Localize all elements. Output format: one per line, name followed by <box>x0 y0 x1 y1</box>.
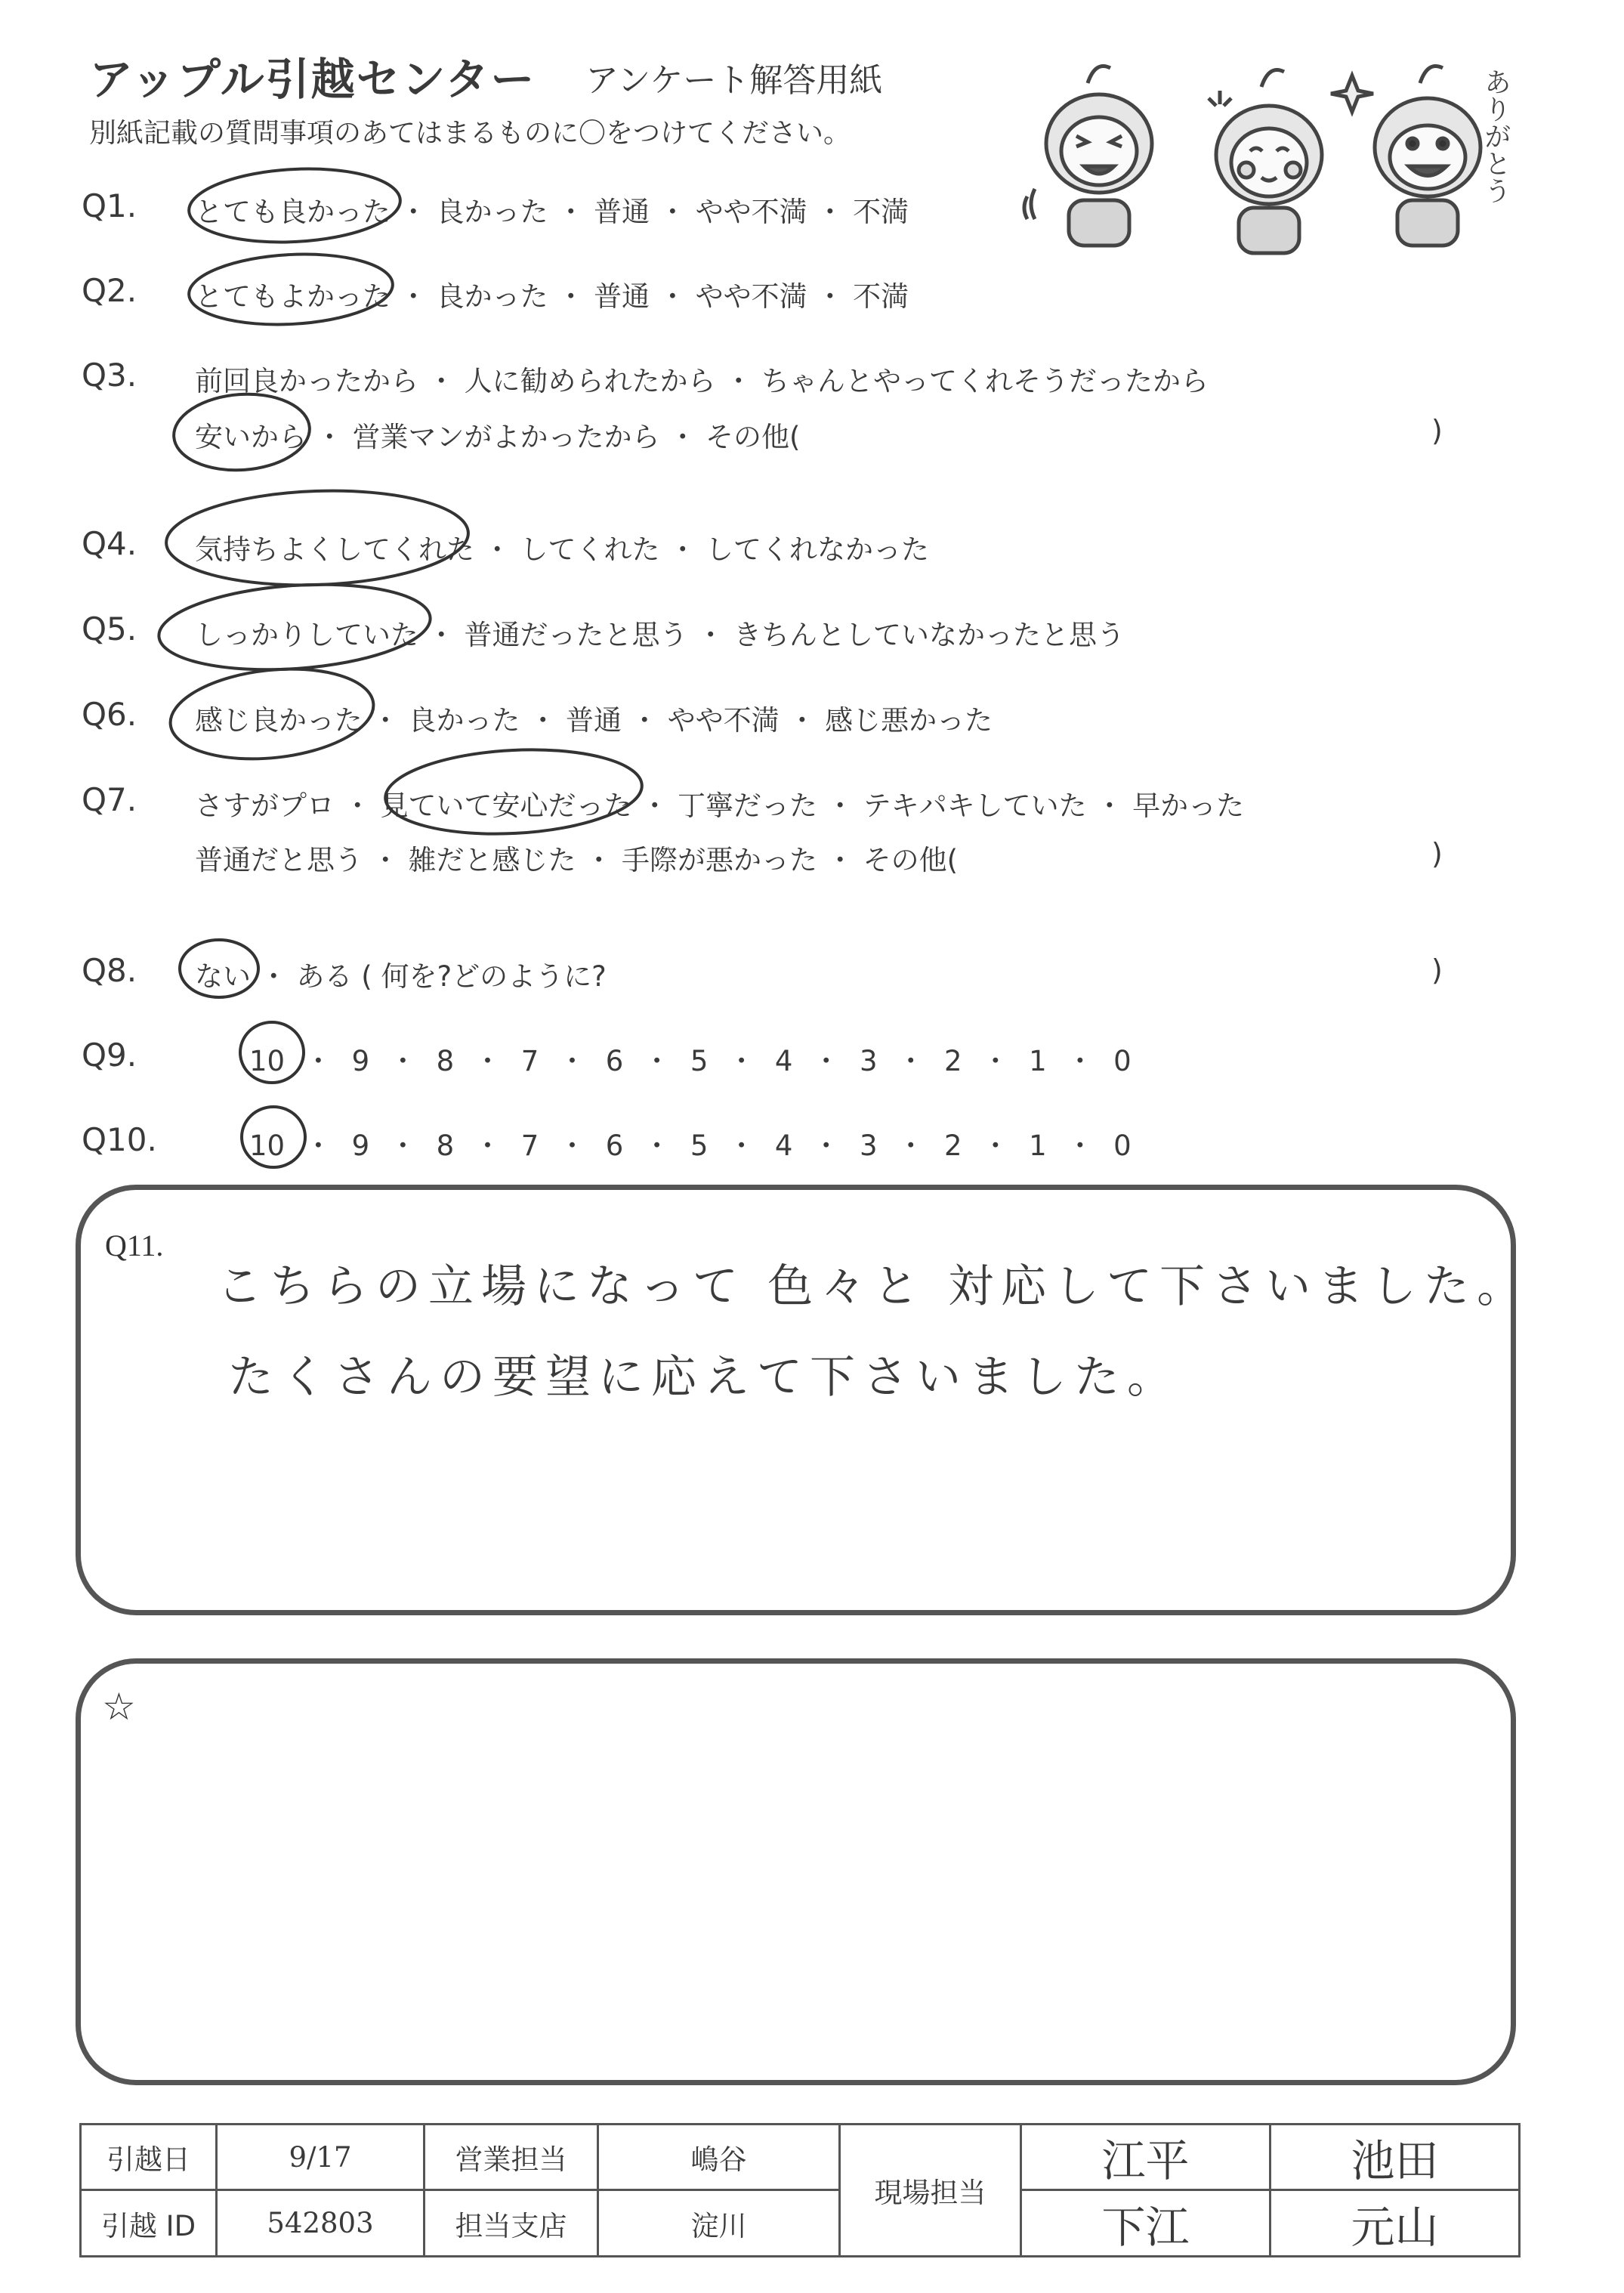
q1-option[interactable]: とても良かった <box>195 196 391 228</box>
site-staff-name: 元山 <box>1270 2190 1520 2257</box>
mascot-thanks-text: ありがとう <box>1480 68 1511 204</box>
q3-options-line1[interactable]: 前回良かったから ・ 人に勧められたから ・ ちゃんとやってくれそうだったから <box>195 365 1209 397</box>
question-label-q3: Q3. <box>82 357 137 394</box>
monkey-laughing-icon <box>1024 66 1152 246</box>
q3-close-paren: ) <box>1431 414 1443 447</box>
q2-option[interactable]: 良かった <box>436 280 548 313</box>
q2-option[interactable]: 普通 <box>594 280 650 313</box>
star-label: ☆ <box>102 1686 136 1728</box>
site-staff-name: 下江 <box>1021 2190 1270 2257</box>
q5-options[interactable]: しっかりしていた ・ 普通だったと思う ・ きちんとしていなかったと思う <box>195 619 1125 651</box>
move-date-value: 9/17 <box>217 2125 425 2190</box>
q2-option[interactable]: やや不満 <box>695 280 807 313</box>
q8-options[interactable]: ない ・ ある ( 何を?どのように? <box>195 960 607 993</box>
q6-options[interactable]: 感じ良かった ・ 良かった ・ 普通 ・ やや不満 ・ 感じ悪かった <box>195 704 993 737</box>
q1-options: とても良かった ・ 良かった ・ 普通 ・ やや不満 ・ 不満 <box>195 196 909 228</box>
q9-scale-options[interactable]: 10 ・ 9 ・ 8 ・ 7 ・ 6 ・ 5 ・ 4 ・ 3 ・ 2 ・ 1 ・ 0 <box>249 1045 1132 1077</box>
q2-options: とてもよかった ・ 良かった ・ 普通 ・ やや不満 ・ 不満 <box>195 280 909 313</box>
question-label-q5: Q5. <box>82 610 137 647</box>
move-id-value: 542803 <box>217 2190 425 2257</box>
q4-options[interactable]: 気持ちよくしてくれた ・ してくれた ・ してくれなかった <box>195 533 930 566</box>
q1-option[interactable]: やや不満 <box>695 196 807 228</box>
q7-close-paren: ) <box>1431 837 1443 870</box>
sales-rep-label: 営業担当 <box>425 2125 598 2190</box>
question-label-q10: Q10. <box>82 1121 157 1158</box>
question-label-q8: Q8. <box>82 952 137 989</box>
site-staff-name: 江平 <box>1021 2125 1270 2190</box>
question-label-q4: Q4. <box>82 525 137 562</box>
move-date-label: 引越日 <box>81 2125 217 2190</box>
question-label-q6: Q6. <box>82 696 137 733</box>
monkey-shy-icon <box>1209 70 1322 254</box>
monkey-mascots-illustration <box>997 45 1526 257</box>
form-subtitle: アンケート解答用紙 <box>585 61 883 100</box>
q10-scale-options[interactable]: 10 ・ 9 ・ 8 ・ 7 ・ 6 ・ 5 ・ 4 ・ 3 ・ 2 ・ 1 ・ 0 <box>249 1130 1132 1162</box>
branch-value: 淀川 <box>598 2190 840 2257</box>
q2-option[interactable]: とてもよかった <box>195 280 391 313</box>
question-label-q7: Q7. <box>82 781 137 818</box>
q3-options-line2[interactable]: 安いから ・ 営業マンがよかったから ・ その他( <box>195 421 801 453</box>
monkey-smiling-icon <box>1331 66 1480 246</box>
form-title: アップル引越センター <box>89 54 536 105</box>
q1-option[interactable]: 普通 <box>594 196 650 228</box>
q1-option[interactable]: 良かった <box>436 196 548 228</box>
q7-options-line2[interactable]: 普通だと思う ・ 雑だと感じた ・ 手際が悪かった ・ その他( <box>195 844 959 876</box>
site-staff-name: 池田 <box>1270 2125 1520 2190</box>
q2-option[interactable]: 不満 <box>853 280 909 313</box>
q7-options-line1[interactable]: さすがプロ ・ 見ていて安心だった ・ 丁寧だった ・ テキパキしていた ・ 早かった <box>195 790 1245 822</box>
q11-comment-line1: こちらの立場になって 色々と 対応して下さいました。 <box>217 1260 1530 1313</box>
move-info-table <box>79 2123 1521 2257</box>
question-label-q1: Q1. <box>82 187 137 224</box>
sales-rep-value: 嶋谷 <box>598 2125 840 2190</box>
form-instruction: 別紙記載の質問事項のあてはまるものに〇をつけてください。 <box>89 118 851 149</box>
q11-comment-line2: たくさんの要望に応えて下さいました。 <box>228 1351 1180 1404</box>
move-id-label: 引越 ID <box>81 2190 217 2257</box>
q11-comment-box <box>76 1185 1530 1615</box>
free-comment-box <box>76 1658 1516 2085</box>
question-label-q2: Q2. <box>82 272 137 309</box>
q8-close-paren: ) <box>1431 953 1443 987</box>
site-staff-label: 現場担当 <box>840 2125 1021 2257</box>
branch-label: 担当支店 <box>425 2190 598 2257</box>
q1-option[interactable]: 不満 <box>853 196 909 228</box>
q11-label: Q11. <box>105 1228 164 1262</box>
question-label-q9: Q9. <box>82 1037 137 1074</box>
